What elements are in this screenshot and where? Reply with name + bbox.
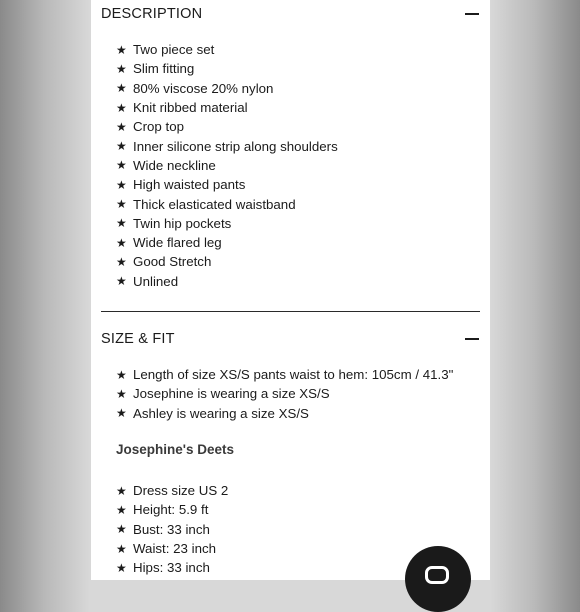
list-item: ★ Inner silicone strip along shoulders [116,138,338,154]
list-item: ★ Height: 5.9 ft [116,502,209,518]
star-bullet-icon: ★ [116,61,127,76]
star-bullet-icon: ★ [116,502,127,517]
size-fit-list [116,365,453,423]
star-bullet-icon: ★ [116,119,127,134]
star-bullet-icon: ★ [116,254,127,269]
list-item: ★ Crop top [116,119,184,135]
list-item: ★ High waisted pants [116,177,246,193]
list-item: ★ Dress size US 2 [116,483,229,499]
star-bullet-icon: ★ [116,367,127,382]
star-bullet-icon: ★ [116,483,127,498]
list-item: ★ Waist: 23 inch [116,541,217,557]
product-details-panel [91,0,490,580]
list-item: ★ Two piece set [116,42,215,58]
list-item: ★ 80% viscose 20% nylon [116,80,274,96]
star-bullet-icon: ★ [116,197,127,212]
description-title: DESCRIPTION [101,6,203,22]
collapse-minus-icon[interactable] [465,13,479,15]
list-item: ★ Slim fitting [116,61,195,77]
star-bullet-icon: ★ [116,235,127,250]
list-item: ★ Unlined [116,273,179,289]
star-bullet-icon: ★ [116,560,127,575]
star-bullet-icon: ★ [116,274,127,289]
deets-list [116,481,228,577]
star-bullet-icon: ★ [116,541,127,556]
chat-bubble-icon [425,566,449,584]
size-fit-title: SIZE & FIT [101,331,175,347]
list-item: ★ Ashley is wearing a size XS/S [116,405,309,421]
star-bullet-icon: ★ [116,139,127,154]
star-bullet-icon: ★ [116,42,127,57]
star-bullet-icon: ★ [116,522,127,537]
star-bullet-icon: ★ [116,386,127,401]
section-divider [101,311,480,312]
star-bullet-icon: ★ [116,158,127,173]
description-accordion-header[interactable] [101,0,480,28]
collapse-minus-icon[interactable] [465,338,479,340]
list-item: ★ Good Stretch [116,254,212,270]
list-item: ★ Thick elasticated waistband [116,196,296,212]
star-bullet-icon: ★ [116,177,127,192]
list-item: ★ Twin hip pockets [116,215,232,231]
size-fit-accordion-header[interactable] [101,325,480,353]
star-bullet-icon: ★ [116,406,127,421]
list-item: ★ Hips: 33 inch [116,560,210,576]
star-bullet-icon: ★ [116,216,127,231]
list-item: ★ Wide neckline [116,157,216,173]
chat-button[interactable] [405,546,471,612]
deets-heading: Josephine's Deets [116,442,235,457]
list-item: ★ Wide flared leg [116,235,222,251]
star-bullet-icon: ★ [116,100,127,115]
list-item: ★ Bust: 33 inch [116,521,210,537]
list-item: ★ Knit ribbed material [116,100,248,116]
description-list [116,40,338,291]
star-bullet-icon: ★ [116,81,127,96]
list-item: ★ Length of size XS/S pants waist to hem: 105cm / 41.3" [116,367,454,383]
list-item: ★ Josephine is wearing a size XS/S [116,386,330,402]
